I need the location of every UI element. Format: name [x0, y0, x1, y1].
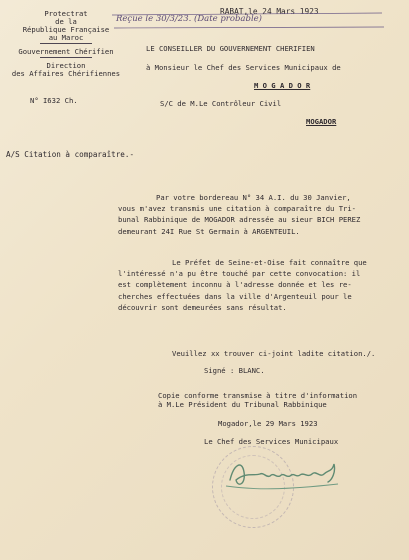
handwritten-signature — [224, 450, 344, 500]
header-affaires: des Affaires Chérifiennes — [11, 69, 121, 78]
body-closing-line: Veuillez xx trouver ci-joint ladite citation./. — [172, 349, 376, 358]
body-p2-line-4: cherches effectuées dans la ville d'Argenteuil pour le — [118, 291, 352, 301]
header-republique: République Française — [22, 25, 110, 34]
header-direction: Direction — [46, 61, 86, 70]
signed-line: Signé : BLANC. — [204, 366, 265, 375]
header-divider-2 — [40, 57, 92, 58]
copy-note-line-1: Copie conforme transmise à titre d'information — [158, 391, 358, 400]
body-paragraph-2 — [118, 257, 367, 313]
header-de-la: de la — [55, 17, 77, 26]
body-paragraph-1 — [118, 192, 360, 237]
reference-number: N° I632 Ch. — [30, 96, 78, 105]
header-gouvernement: Gouvernement Chérifien — [18, 47, 114, 56]
sender-title: LE CONSEILLER DU GOUVERNEMENT CHERIFIEN — [146, 44, 315, 53]
copy-note-line-2: à M.Le Président du Tribunal Rabbinique — [158, 400, 327, 409]
body-p1-line-3: bunal Rabbinique de MOGADOR adressée au sieur BICH PEREZ — [118, 215, 361, 225]
header-au-maroc: au Maroc — [48, 33, 84, 42]
addressee-city: M O G A D O R — [254, 81, 311, 90]
body-p2-line-5: découvrir sont demeurées sans résultat. — [118, 302, 287, 312]
body-p1-line-4: demeurant 24I Rue St Germain à ARGENTEUIL. — [118, 226, 300, 236]
closing-title: Le Chef des Services Municipaux — [204, 437, 339, 446]
letter-date: RABAT,le 24 Mars 1923 — [220, 7, 319, 16]
closing-date: Mogador,le 29 Mars 1923 — [218, 419, 318, 428]
header-divider-1 — [40, 43, 92, 44]
body-p2-line-2: l'intéressé n'a pu être touché par cette convocation: il — [118, 269, 361, 279]
body-p2-line-3: est complètement inconnu à l'adresse donnée et les re- — [118, 280, 352, 290]
via-controleur: S/C de M.Le Contrôleur Civil — [160, 99, 282, 108]
handwritten-note-box — [110, 12, 386, 30]
subject-line: A/S Citation à comparaître.- — [6, 150, 135, 159]
body-p1-line-2: vous m'avez transmis une citation à comparaître du Tri- — [118, 204, 356, 214]
body-p2-line-1: Le Préfet de Seine-et-Oise fait connaître que — [172, 258, 367, 267]
addressee-line: à Monsieur le Chef des Services Municipaux de — [146, 63, 341, 72]
addressee-city-2: MOGADOR — [306, 117, 337, 126]
handwritten-received-note: Reçue le 30/3/23. (Date probable) — [116, 14, 263, 24]
body-p1-line-1: Par votre bordereau N° 34 A.I. du 30 Janvier, — [156, 193, 351, 202]
header-protectorat: Protectrat — [44, 9, 88, 18]
